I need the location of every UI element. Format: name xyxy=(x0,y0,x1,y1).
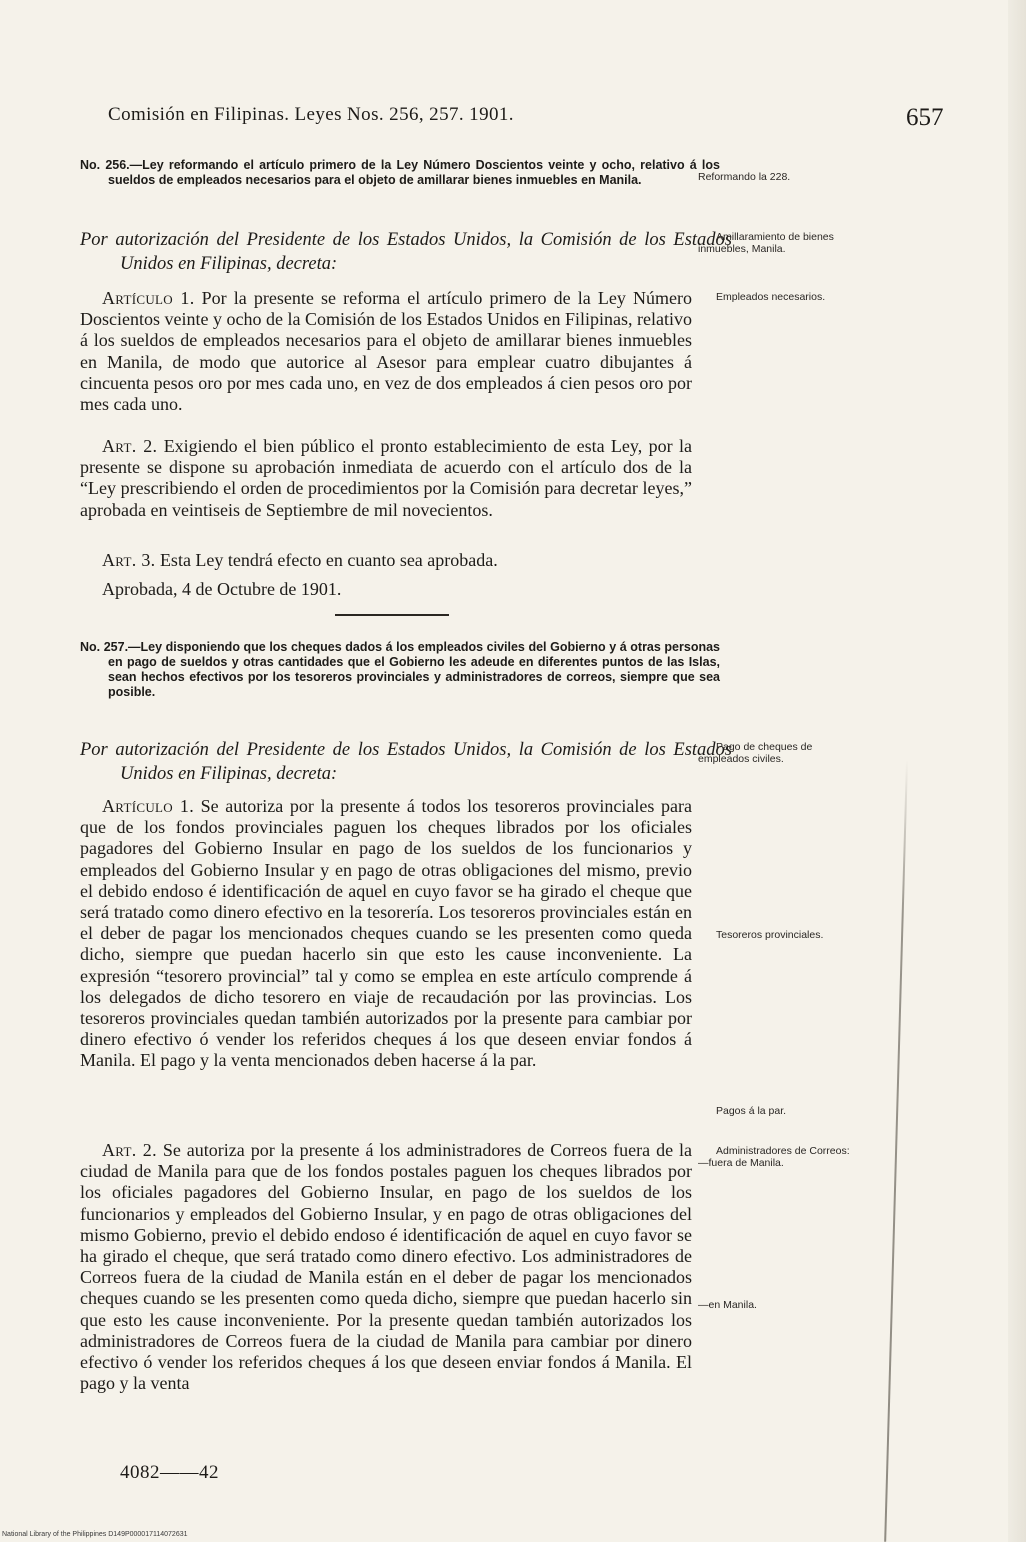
law-257-article-2 xyxy=(80,1140,692,1394)
margin-note-checks: Pago de cheques de empleados civiles. xyxy=(698,741,813,765)
law-256-article-1 xyxy=(80,288,692,415)
page-number: 657 xyxy=(906,104,944,131)
article-text: Por la presente se reforma el artículo primero de la Ley Número Doscientos veinte y ocho de la Comisión de los Estados Unidos en Filipinas, relativo á los sueldos de empleados necesarios para el objeto de amillarar bienes inmuebles en Manila, de modo que autorice al Asesor para emplear cuatro dibujantes á cincuenta pesos oro por mes cada uno, en vez de dos empleados á cien pesos oro por mes cada uno. xyxy=(80,288,692,415)
margin-note-assessment: Amillaramiento de bienes inmuebles, Manila. xyxy=(698,231,834,255)
article-label: Artículo 1. xyxy=(102,288,195,308)
running-head: Comisión en Filipinas. Leyes Nos. 256, 257. 1901. xyxy=(108,104,514,125)
section-separator xyxy=(335,614,449,616)
printer-signature: 4082——42 xyxy=(120,1462,219,1483)
law-257-article-1 xyxy=(80,796,692,1072)
scan-credit: National Library of the Philippines D149P000017114072631 xyxy=(2,1531,188,1538)
margin-note-par: Pagos á la par. xyxy=(716,1105,787,1117)
article-text: Exigiendo el bien público el pronto establecimiento de esta Ley, por la presente se dispone su aprobación inmediata de acuerdo con el artículo dos de la “Ley prescribiendo el orden de procedimientos por la Comisión para decretar leyes,” aprobada en veintiseis de Septiembre de mil novecientos. xyxy=(80,436,692,520)
article-text: Esta Ley tendrá efecto en cuanto sea aprobada. xyxy=(159,550,498,570)
margin-note-employees: Empleados necesarios. xyxy=(716,291,826,303)
article-label: Art. 3. xyxy=(102,550,156,570)
law-256-title: No. 256.—Ley reformando el artículo primero de la Ley Número Doscientos veinte y ocho, relativo á los sueldos de empleados necesarios para el objeto de amillarar bienes inmuebles en Manila. xyxy=(80,158,720,187)
margin-note-in-manila: —en Manila. xyxy=(698,1299,757,1311)
law-256-enacting-clause: Por autorización del Presidente de los Estados Unidos, la Comisión de los Estados Unidos en Filipinas, decreta: xyxy=(80,230,732,274)
law-256-approval-date: Aprobada, 4 de Octubre de 1901. xyxy=(102,579,342,599)
law-257-enacting-clause: Por autorización del Presidente de los Estados Unidos, la Comisión de los Estados Unidos en Filipinas, decreta: xyxy=(80,740,732,784)
law-256-article-3 xyxy=(80,550,692,571)
article-text: Se autoriza por la presente á los administradores de Correos fuera de la ciudad de Manila para que de los fondos postales paguen los cheques librados por los oficiales pagadores del Gobierno Insular, en pago de los sueldos de los funcionarios y empleados del Gobierno Insular, y en pago de otras obligaciones del mismo Gobierno, previo el debido endoso é identificación de aquel en cuyo favor se ha girado el cheque, que será tratado como dinero efectivo. Los administradores de Correos fuera de la ciudad de Manila están en el deber de pagar los mencionados cheques cuando se les presenten como queda dicho, siempre que puedan hacerlo sin que esto les cause inconveniente. Por la presente quedan también autorizados los administradores de Correos fuera de la ciudad de Manila para cambiar por dinero efectivo ó vender los referidos cheques á los que deseen enviar fondos á Manila. El pago y la venta xyxy=(80,1140,693,1394)
margin-note-reform: Reformando la 228. xyxy=(698,171,791,183)
law-257-title: No. 257.—Ley disponiendo que los cheques dados á los empleados civiles del Gobierno y á otras personas en pago de sueldos y otras cantidades que el Gobierno les adeude en diferentes puntos de las Islas, sean hechos efectivos por los tesoreros provinciales y administradores de correos, siempre que sea posible. xyxy=(80,640,720,699)
article-text: Se autoriza por la presente á todos los tesoreros provinciales para que de los fondos provinciales paguen los cheques librados por los oficiales pagadores del Gobierno Insular en pago de los sueldos de los funcionarios y empleados del Gobierno Insular y en pago de otras obligaciones del mismo, previo el debido endoso é identificación de aquel en cuyo favor se ha girado el cheque que será tratado como dinero efectivo en la tesorería. Los tesoreros provinciales están en el deber de pagar los mencionados cheques cuando se les presenten como queda dicho, siempre que puedan hacerlo sin que esto les cause inconveniente. La expresión “tesorero provincial” tal y como se emplea en este artículo comprende á los delegados de dicho tesorero en viaje de recaudación por las provincias. Los tesoreros provinciales quedan también autorizados por la presente para cambiar por dinero efectivo ó vender los referidos cheques á los que deseen enviar fondos á Manila. El pago y la venta mencionados deben hacerse á la par. xyxy=(80,796,692,1071)
page-fold-line xyxy=(884,760,908,1542)
page-edge-shadow xyxy=(1008,0,1026,1542)
article-label: Art. 2. xyxy=(102,436,158,456)
article-label: Artículo 1. xyxy=(102,796,194,816)
article-label: Art. 2. xyxy=(102,1140,157,1160)
law-256-article-2 xyxy=(80,436,692,521)
margin-note-postmasters: Administradores de Correos: —fuera de Manila. xyxy=(698,1145,850,1169)
margin-note-treasurers: Tesoreros provinciales. xyxy=(716,929,824,941)
